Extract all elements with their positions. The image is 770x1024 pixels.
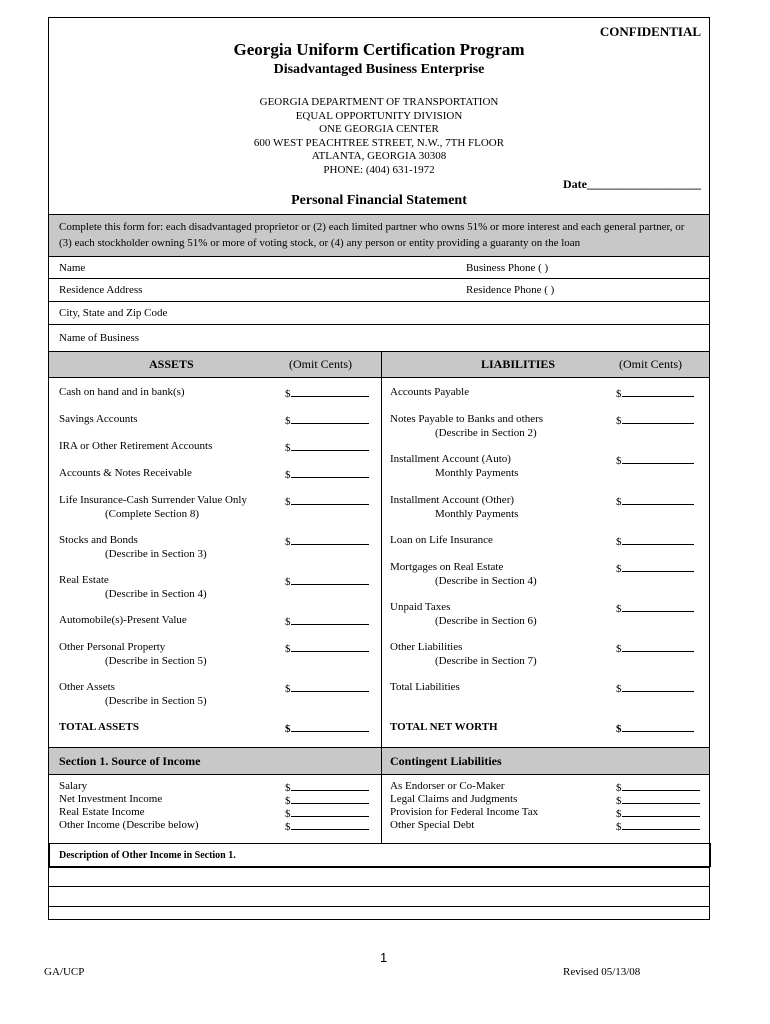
asset-amount-field[interactable] (285, 413, 369, 427)
dollar-sign: $ (285, 643, 291, 655)
dollar-sign: $ (616, 683, 622, 695)
liability-amount-field[interactable] (616, 453, 694, 467)
liability-amount-field[interactable] (616, 561, 694, 575)
liabilities-omit-cents: (Omit Cents) (619, 357, 682, 371)
dollar-sign: $ (616, 536, 622, 548)
total-assets-field[interactable] (285, 721, 369, 735)
liability-note: (Describe in Section 7) (435, 655, 537, 667)
liability-note: (Describe in Section 6) (435, 615, 537, 627)
dollar-sign: $ (285, 821, 291, 833)
address-line: EQUAL OPPORTUNITY DIVISION (295, 109, 463, 122)
liability-label: Accounts Payable (390, 386, 470, 398)
total-assets-label: TOTAL ASSETS (59, 721, 140, 733)
liability-amount-field[interactable] (616, 413, 694, 427)
dollar-sign: $ (616, 415, 622, 427)
liability-note: Monthly Payments (435, 508, 519, 520)
business-name-row[interactable] (49, 325, 709, 351)
dollar-sign: $ (616, 643, 622, 655)
dollar-sign: $ (285, 496, 291, 508)
section1-heading: Section 1. Source of Income (59, 754, 201, 768)
program-subtitle: Disadvantaged Business Enterprise (273, 62, 485, 77)
liability-label: Installment Account (Auto) (390, 453, 511, 465)
asset-note: (Describe in Section 5) (105, 655, 207, 667)
liability-label: Notes Payable to Banks and others (390, 413, 544, 425)
liability-amount-field[interactable] (616, 494, 694, 508)
revision-date: Revised 05/13/08 (563, 966, 641, 978)
asset-note: (Describe in Section 5) (105, 695, 207, 707)
liability-amount-field[interactable] (616, 681, 694, 695)
address-line: GEORGIA DEPARTMENT OF TRANSPORTATION (259, 96, 499, 108)
contingent-amount-field[interactable] (616, 819, 700, 833)
dollar-sign: $ (616, 496, 622, 508)
asset-note: (Describe in Section 3) (105, 548, 207, 560)
contingent-label: Other Special Debt (390, 819, 475, 831)
residence-address-label: Residence Address (59, 284, 143, 296)
dollar-sign: $ (616, 808, 622, 820)
column-divider (381, 351, 382, 764)
residence-phone-label: Residence Phone ( ) (466, 284, 555, 296)
income-contingent-header (49, 747, 709, 775)
dollar-sign: $ (285, 723, 291, 735)
description-line[interactable] (49, 887, 709, 907)
dollar-sign: $ (616, 795, 622, 807)
dollar-sign: $ (616, 388, 622, 400)
form-code: GA/UCP (44, 966, 85, 978)
liability-amount-field[interactable] (616, 386, 694, 400)
income-amount-field[interactable] (285, 793, 369, 807)
liability-amount-field[interactable] (616, 534, 694, 548)
dollar-sign: $ (285, 388, 291, 400)
contingent-label: Provision for Federal Income Tax (390, 806, 539, 818)
liability-label: Loan on Life Insurance (390, 534, 493, 546)
asset-amount-field[interactable] (285, 614, 369, 628)
liability-note: (Describe in Section 4) (435, 575, 537, 587)
dollar-sign: $ (285, 683, 291, 695)
asset-label: Accounts & Notes Receivable (59, 467, 192, 479)
asset-label: Stocks and Bonds (59, 534, 138, 546)
financial-statement-form (48, 17, 710, 920)
dollar-sign: $ (285, 616, 291, 628)
dollar-sign: $ (285, 469, 291, 481)
income-label: Real Estate Income (59, 806, 145, 818)
dollar-sign: $ (285, 782, 291, 794)
dollar-sign: $ (285, 808, 291, 820)
asset-label: Other Personal Property (59, 641, 166, 653)
asset-amount-field[interactable] (285, 574, 369, 588)
liabilities-heading: LIABILITIES (481, 357, 556, 371)
city-state-zip-label: City, State and Zip Code (59, 307, 168, 319)
dollar-sign: $ (285, 536, 291, 548)
address-line: ONE GEORGIA CENTER (319, 123, 439, 135)
dollar-sign: $ (285, 415, 291, 427)
dollar-sign: $ (616, 821, 622, 833)
form-title: Personal Financial Statement (291, 193, 467, 208)
liability-label: Total Liabilities (390, 681, 460, 693)
asset-amount-field[interactable] (285, 467, 369, 481)
dollar-sign: $ (616, 603, 622, 615)
liability-note: Monthly Payments (435, 467, 519, 479)
contingent-label: Legal Claims and Judgments (390, 793, 518, 805)
address-line: 600 WEST PEACHTREE STREET, N.W., 7TH FLOOR (253, 136, 505, 149)
liability-label: Other Liabilities (390, 641, 463, 653)
dollar-sign: $ (285, 576, 291, 588)
name-row[interactable] (49, 257, 709, 279)
asset-amount-field[interactable] (285, 534, 369, 548)
liability-label: Mortgages on Real Estate (390, 561, 504, 573)
asset-amount-field[interactable] (285, 494, 369, 508)
assets-heading: ASSETS (149, 357, 194, 371)
total-net-worth-label: TOTAL NET WORTH (390, 721, 498, 733)
contingent-amount-field[interactable] (616, 806, 700, 820)
dollar-sign: $ (616, 455, 622, 467)
asset-note: (Describe in Section 4) (105, 588, 207, 600)
income-label: Salary (59, 780, 88, 792)
assets-liabilities-header (49, 351, 709, 378)
liability-amount-field[interactable] (616, 641, 694, 655)
income-amount-field[interactable] (285, 780, 369, 794)
other-income-description-header (49, 843, 711, 867)
total-net-worth-field[interactable] (616, 721, 694, 735)
contingent-amount-field[interactable] (616, 793, 700, 807)
contingent-amount-field[interactable] (616, 780, 700, 794)
asset-label: Real Estate (59, 574, 109, 586)
dollar-sign: $ (285, 795, 291, 807)
asset-note: (Complete Section 8) (105, 508, 200, 520)
asset-amount-field[interactable] (285, 386, 369, 400)
confidential-label: CONFIDENTIAL (599, 24, 701, 39)
business-phone-label: Business Phone ( ) (466, 262, 549, 274)
other-income-description-label: Description of Other Income in Section 1. (59, 850, 236, 861)
residence-address-row[interactable] (49, 279, 709, 302)
assets-omit-cents: (Omit Cents) (289, 357, 352, 371)
page-number: 1 (380, 950, 388, 965)
contingent-label: As Endorser or Co-Maker (390, 780, 505, 792)
instructions-box: Complete this form for: each disadvantaged proprietor or (2) each limited partner who owns 51% or more interest and each general partner, or (3) each stockholder owning 51% or more of voting stock, or (4) any person or entity providing a guaranty on the loan (49, 214, 709, 257)
income-amount-field[interactable] (285, 819, 369, 833)
dollar-sign: $ (616, 782, 622, 794)
agency-address (49, 96, 709, 177)
dollar-sign: $ (616, 723, 622, 735)
dollar-sign: $ (285, 442, 291, 454)
asset-label: Life Insurance-Cash Surrender Value Only (59, 494, 247, 506)
date-field[interactable]: Date___________________ (563, 177, 701, 191)
contingent-heading: Contingent Liabilities (390, 754, 502, 768)
program-title: Georgia Uniform Certification Program (233, 40, 525, 59)
city-state-zip-row[interactable] (49, 302, 709, 325)
address-line: ATLANTA, GEORGIA 30308 (311, 150, 447, 162)
asset-amount-field[interactable] (285, 641, 369, 655)
income-label: Other Income (Describe below) (59, 819, 199, 831)
liability-note: (Describe in Section 2) (435, 427, 537, 439)
asset-amount-field[interactable] (285, 681, 369, 695)
asset-label: Cash on hand and in bank(s) (59, 386, 185, 398)
asset-label: Savings Accounts (59, 413, 138, 425)
liability-amount-field[interactable] (616, 601, 694, 615)
asset-amount-field[interactable] (285, 440, 369, 454)
description-line[interactable] (49, 867, 709, 887)
column-divider (381, 747, 382, 843)
income-amount-field[interactable] (285, 806, 369, 820)
address-line: PHONE: (404) 631-1972 (323, 163, 435, 176)
dollar-sign: $ (616, 563, 622, 575)
name-label: Name (59, 262, 86, 274)
asset-label: Automobile(s)-Present Value (59, 614, 187, 626)
asset-label: IRA or Other Retirement Accounts (59, 440, 213, 452)
liability-label: Installment Account (Other) (390, 494, 515, 506)
business-name-label: Name of Business (59, 332, 140, 344)
liability-label: Unpaid Taxes (390, 601, 451, 613)
income-label: Net Investment Income (59, 793, 163, 805)
asset-label: Other Assets (59, 681, 115, 693)
